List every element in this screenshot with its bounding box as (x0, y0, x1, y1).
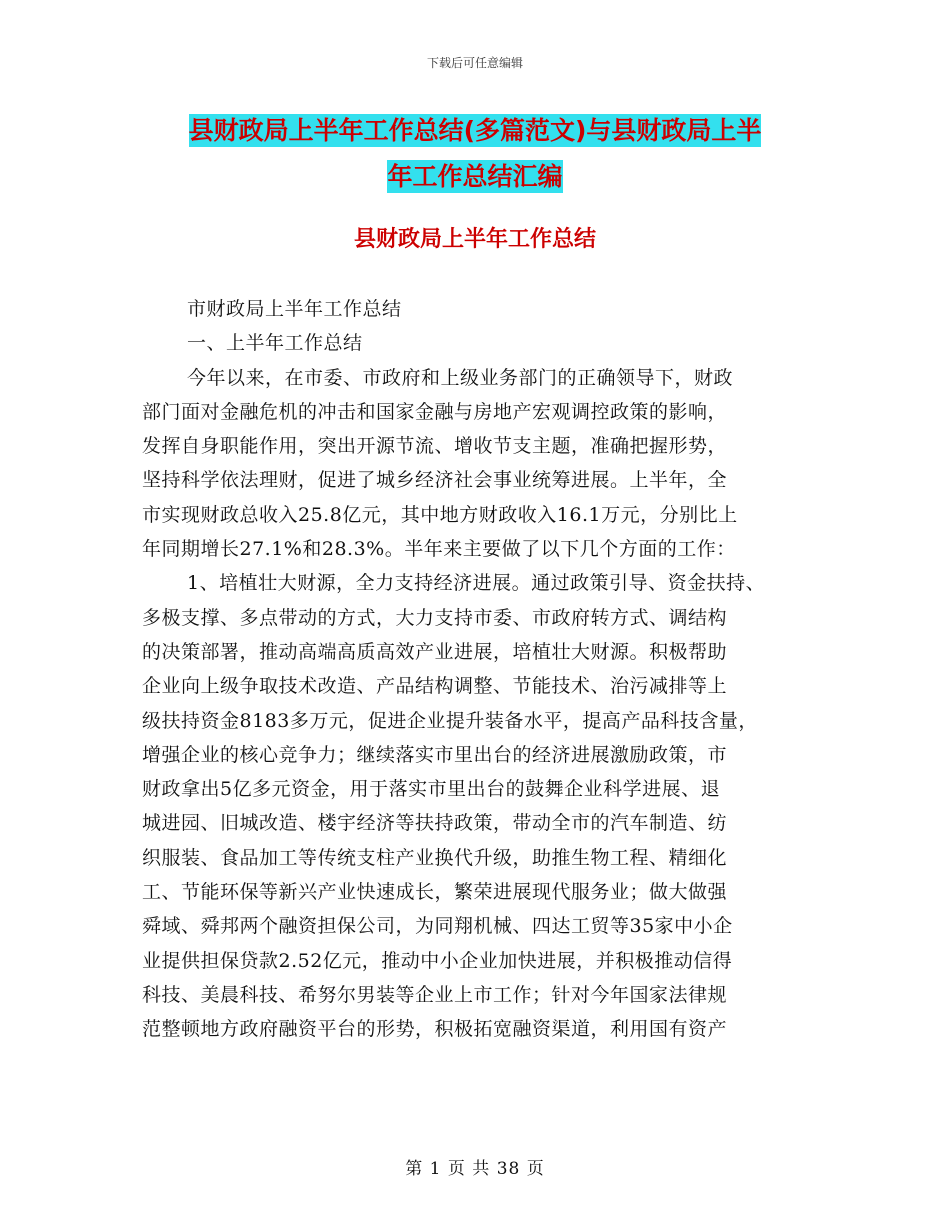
paragraph-line: 舜域、舜邦两个融资担保公司，为同翔机械、四达工贸等35家中小企 (142, 915, 733, 938)
paragraph-line: 科技、美晨科技、希努尔男装等企业上市工作；针对今年国家法律规 (142, 983, 728, 1006)
title-line-1: 县财政局上半年工作总结(多篇范文)与县财政局上半 (188, 116, 762, 145)
paragraph-line: 坚持科学依法理财，促进了城乡经济社会事业统筹进展。上半年，全 (142, 469, 728, 492)
document-title (140, 108, 810, 200)
paragraph-line: 范整顿地方政府融资平台的形势，积极拓宽融资渠道，利用国有资产 (142, 1018, 728, 1041)
paragraph-line: 增强企业的核心竞争力；继续落实市里出台的经济进展激励政策，市 (142, 743, 728, 766)
paragraph-line: 织服装、食品加工等传统支柱产业换代升级，助推生物工程、精细化 (142, 846, 728, 869)
paragraph-line: 业提供担保贷款2.52亿元，推动中小企业加快进展，并积极推动信得 (142, 949, 733, 972)
paragraph-line: 今年以来，在市委、市政府和上级业务部门的正确领导下，财政 (187, 366, 734, 389)
page-number-footer: 第 1 页 共 38 页 (405, 1159, 545, 1179)
paragraph-line: 多极支撑、多点带动的方式，大力支持市委、市政府转方式、调结构 (142, 606, 728, 629)
paragraph-line: 市实现财政总收入25.8亿元，其中地方财政收入16.1万元，分别比上 (142, 503, 738, 526)
paragraph-line: 城进园、旧城改造、楼宇经济等扶持政策，带动全市的汽车制造、纺 (142, 812, 728, 835)
body-text (142, 292, 812, 1047)
header-note: 下载后可任意编辑 (426, 56, 523, 70)
paragraph-line: 一、上半年工作总结 (187, 332, 363, 355)
paragraph-line: 级扶持资金8183多万元，促进企业提升装备水平，提高产品科技含量， (142, 709, 758, 732)
paragraph-line: 财政拿出5亿多元资金，用于落实市里出台的鼓舞企业科学进展、退 (142, 778, 721, 801)
paragraph-line: 企业向上级争取技术改造、产品结构调整、节能技术、治污减排等上 (142, 675, 728, 698)
paragraph-line: 部门面对金融危机的冲击和国家金融与房地产宏观调控政策的影响， (142, 400, 728, 423)
title-line-2: 年工作总结汇编 (387, 162, 563, 191)
section-title: 县财政局上半年工作总结 (353, 227, 596, 252)
paragraph-line: 工、节能环保等新兴产业快速成长，繁荣进展现代服务业；做大做强 (142, 881, 728, 904)
paragraph-line: 年同期增长27.1%和28.3%。半年来主要做了以下几个方面的工作： (142, 538, 736, 561)
paragraph-line: 1、培植壮大财源，全力支持经济进展。通过政策引导、资金扶持、 (187, 572, 766, 595)
paragraph-line: 市财政局上半年工作总结 (187, 298, 402, 320)
paragraph-line: 发挥自身职能作用，突出开源节流、增收节支主题，准确把握形势， (142, 435, 728, 458)
paragraph-line: 的决策部署，推动高端高质高效产业进展，培植壮大财源。积极帮助 (142, 640, 728, 663)
